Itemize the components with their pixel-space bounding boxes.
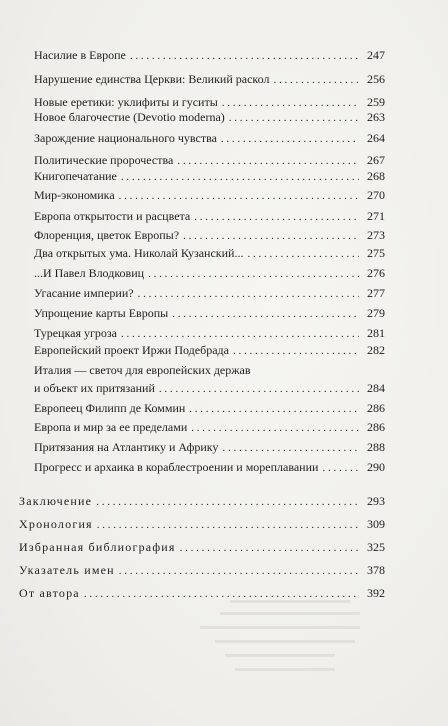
toc-entry-title: Европа открытости и расцвета (34, 209, 191, 223)
toc-entry-title: Нарушение единства Церкви: Великий раскол (34, 72, 270, 86)
toc-page-number: 267 (367, 153, 385, 167)
toc-page-number: 325 (367, 540, 385, 554)
toc-entry-title: ...И Павел Влодковиц (34, 266, 145, 280)
toc-page-number: 256 (367, 72, 385, 86)
toc-page-number: 271 (367, 209, 385, 223)
toc-section-title: Указатель имен (19, 563, 115, 577)
toc-page-number: 286 (367, 401, 385, 415)
toc-page-number: 276 (367, 266, 385, 280)
toc-entry-title: Турецкая угроза (34, 326, 117, 340)
toc-page-number: 309 (367, 517, 385, 531)
toc-page-number: 247 (367, 48, 385, 62)
toc-entry-title: Зарождение национального чувства (34, 131, 217, 145)
toc-page-number: 277 (367, 286, 385, 300)
toc-page-number: 290 (367, 460, 385, 474)
toc-entry-title: Насилие в Европе (34, 48, 126, 62)
toc-page-number: 293 (367, 494, 385, 508)
toc-entry-title: Книгопечатание (34, 169, 117, 183)
toc-entry-title: Новое благочестие (Devotio moderna) (34, 110, 225, 124)
toc-page-number: 273 (367, 228, 385, 242)
toc-section-title: Хронология (19, 517, 93, 531)
toc-entry-title: Политические пророчества (34, 153, 174, 167)
toc-entry-title: Европейский проект Иржи Подебрада (34, 343, 229, 357)
toc-entry-title: Новые еретики: уклифиты и гуситы (34, 95, 218, 109)
toc-page-number: 288 (367, 440, 385, 454)
toc-section-title: Избранная библиография (19, 540, 176, 554)
toc-entry-title: Прогресс и архаика в кораблестроении и мореплавании (34, 460, 319, 474)
toc-section-title: От автора (19, 586, 80, 600)
toc-page-number: 279 (367, 306, 385, 320)
toc-entry-title: Флоренция, цветок Европы? (34, 228, 180, 242)
toc-entry-title: Угасание империи? (34, 286, 134, 300)
toc-page-number: 259 (367, 95, 385, 109)
toc-entry-title: Европа и мир за ее пределами (34, 420, 188, 434)
toc-page-number: 282 (367, 343, 385, 357)
toc-entry-title: Два открытых ума. Николай Кузанский... (34, 246, 244, 260)
toc-entry-title: Притязания на Атлантику и Африку (34, 440, 219, 454)
toc-page-number: 264 (367, 131, 385, 145)
toc-page-number: 378 (367, 563, 385, 577)
toc-page-number: 281 (367, 326, 385, 340)
toc-page-number: 275 (367, 246, 385, 260)
toc-page-number: 392 (367, 586, 385, 600)
toc-page-number: 284 (367, 381, 385, 395)
toc-page-number: 268 (367, 169, 385, 183)
toc-entry-title: и объект их притязаний (34, 381, 155, 395)
toc-entry-title: Упрощение карты Европы (34, 306, 169, 320)
toc-entry-title-line1: Италия — светоч для европейских держав (34, 363, 251, 377)
toc-page-number: 270 (367, 188, 385, 202)
toc-page-number: 263 (367, 110, 385, 124)
toc-entry-title: Мир-экономика (34, 188, 115, 202)
toc-entry-title: Европеец Филипп де Коммин (34, 401, 186, 415)
toc-section-title: Заключение (19, 494, 93, 508)
toc-page-number: 286 (367, 420, 385, 434)
